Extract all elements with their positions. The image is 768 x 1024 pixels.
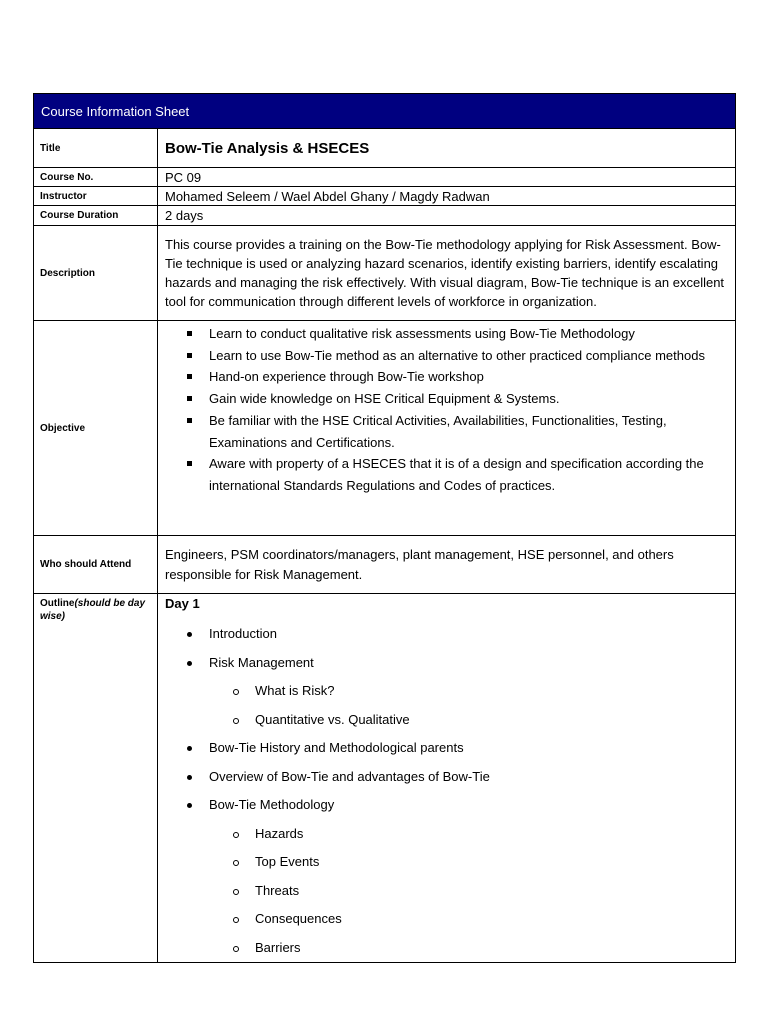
outline-text: Top Events <box>255 854 320 869</box>
objective-item <box>165 410 729 453</box>
header-row <box>34 94 736 129</box>
course-info-table <box>33 93 736 963</box>
outline-text: Bow-Tie History and Methodological parents <box>209 740 464 755</box>
outline-text: Overview of Bow-Tie and advantages of Bow-Tie <box>209 768 490 784</box>
hollow-bullet-icon <box>233 946 239 952</box>
outline-subitem <box>165 820 729 849</box>
outline-text: Introduction <box>209 626 277 641</box>
outline-subitem <box>165 877 729 906</box>
hollow-bullet-icon <box>233 689 239 695</box>
objective-cell <box>158 321 736 536</box>
course-title: Bow-Tie Analysis & HSECES <box>158 129 736 168</box>
square-bullet-icon <box>187 353 192 358</box>
duration-value: 2 days <box>158 206 736 226</box>
objective-text: Learn to use Bow-Tie method as an alternative to other practiced compliance methods <box>209 347 705 363</box>
attend-row <box>34 536 736 594</box>
outline-text: Hazards <box>255 825 304 841</box>
course-no-row <box>34 168 736 187</box>
course-no-label: Course No. <box>34 168 158 187</box>
hollow-bullet-icon <box>233 832 239 838</box>
duration-label: Course Duration <box>34 206 158 226</box>
outline-text: Bow-Tie Methodology <box>209 797 335 812</box>
title-label: Title <box>34 129 158 168</box>
outline-item <box>165 791 729 820</box>
instructor-row <box>34 187 736 206</box>
outline-subitem <box>165 677 729 706</box>
square-bullet-icon <box>187 418 192 423</box>
course-no-value: PC 09 <box>158 168 736 187</box>
hollow-bullet-icon <box>233 889 239 895</box>
hollow-bullet-icon <box>233 860 239 866</box>
outline-cell <box>158 594 736 963</box>
attend-label: Who should Attend <box>34 536 158 594</box>
instructor-value: Mohamed Seleem / Wael Abdel Ghany / Magdy Radwan <box>158 187 736 206</box>
filled-bullet-icon <box>187 803 192 808</box>
hollow-bullet-icon <box>233 917 239 923</box>
outline-item <box>165 734 729 763</box>
hollow-bullet-icon <box>233 718 239 724</box>
objective-item <box>165 345 729 367</box>
square-bullet-icon <box>187 374 192 379</box>
outline-text: Threats <box>255 882 300 898</box>
objective-text: Be familiar with the HSE Critical Activities, Availabilities, Functionalities, Testing, Examinations and Certifications. <box>209 412 667 450</box>
objective-item <box>165 366 729 388</box>
square-bullet-icon <box>187 396 192 401</box>
outline-subitem <box>165 905 729 934</box>
objective-row <box>34 321 736 536</box>
outline-item <box>165 649 729 678</box>
instructor-label: Instructor <box>34 187 158 206</box>
description-label: Description <box>34 226 158 321</box>
outline-row <box>34 594 736 963</box>
sheet-header: Course Information Sheet <box>34 94 736 129</box>
outline-label-note: (should be day wise) <box>40 598 146 622</box>
title-row <box>34 129 736 168</box>
filled-bullet-icon <box>187 775 192 780</box>
objective-item <box>165 388 729 410</box>
outline-subitem <box>165 848 729 877</box>
filled-bullet-icon <box>187 746 192 751</box>
square-bullet-icon <box>187 461 192 466</box>
outline-text: Risk Management <box>209 654 314 670</box>
objective-label: Objective <box>34 321 158 536</box>
objective-text: Aware with property of a HSECES that it is of a design and specification according the international Standards Regulations and Codes of practices. <box>209 456 704 493</box>
square-bullet-icon <box>187 331 192 336</box>
outline-label <box>34 594 158 963</box>
filled-bullet-icon <box>187 632 192 637</box>
objective-text: Hand-on experience through Bow-Tie workshop <box>209 369 484 385</box>
outline-item <box>165 620 729 649</box>
filled-bullet-icon <box>187 661 192 666</box>
objective-text: Gain wide knowledge on HSE Critical Equipment & Systems. <box>209 391 560 407</box>
objective-item <box>165 323 729 345</box>
duration-row <box>34 206 736 226</box>
objective-list <box>165 321 729 523</box>
outline-list <box>165 620 729 962</box>
outline-subitem <box>165 934 729 963</box>
outline-subitem <box>165 706 729 735</box>
description-value: This course provides a training on the Bow-Tie methodology applying for Risk Assessment. Bow-Tie technique is used or analyzing hazard scenarios, identify existing barriers, identify escalating hazards and managing the risk effectively. With visual diagram, Bow-Tie technique is an excellent tool for communication through different levels of workforce in organization. <box>158 226 736 321</box>
objective-text: Learn to conduct qualitative risk assessments using Bow-Tie Methodology <box>209 326 635 341</box>
outline-label-main: Outline <box>40 598 75 609</box>
outline-text: Quantitative vs. Qualitative <box>255 711 410 727</box>
outline-item <box>165 763 729 792</box>
outline-day: Day 1 <box>165 596 200 611</box>
objective-item <box>165 453 729 496</box>
attend-value: Engineers, PSM coordinators/managers, plant management, HSE personnel, and others responsible for Risk Management. <box>158 536 736 594</box>
description-row <box>34 226 736 321</box>
outline-text: Barriers <box>255 939 301 955</box>
outline-text: Consequences <box>255 911 342 926</box>
outline-text: What is Risk? <box>255 683 335 698</box>
